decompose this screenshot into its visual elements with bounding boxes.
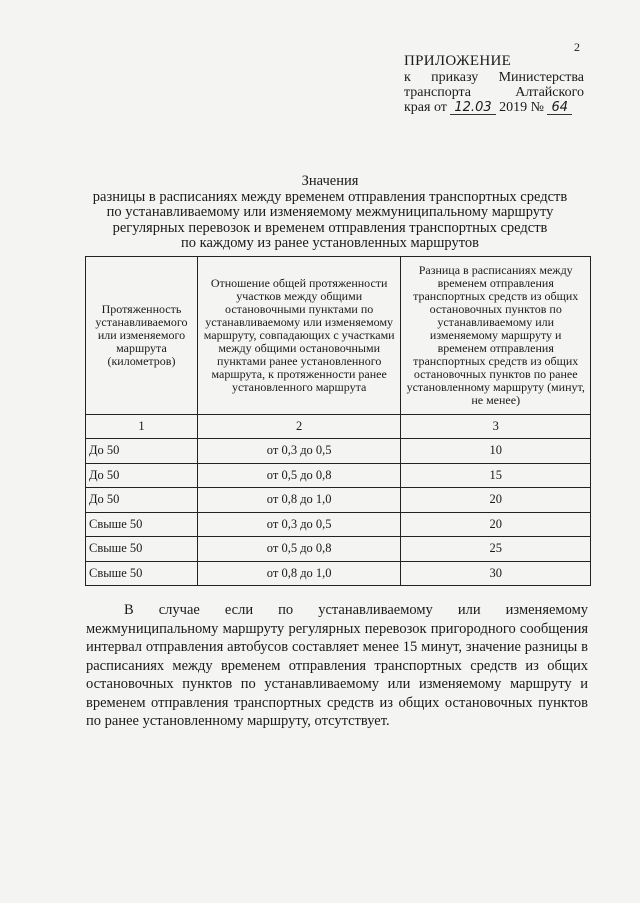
title-line: Значения: [301, 173, 359, 189]
table-row: [86, 439, 591, 464]
title-line: регулярных перевозок и временем отправления транспортных средств: [112, 219, 548, 236]
appendix-word: транспорта: [404, 85, 472, 100]
column-number: 3: [401, 415, 591, 439]
cell-route-length: Свыше 50: [86, 537, 198, 562]
cell-minutes: 15: [401, 463, 591, 488]
table-row: [86, 561, 591, 586]
cell-route-length: До 50: [86, 439, 198, 464]
cell-route-length: До 50: [86, 463, 198, 488]
table-row: [86, 512, 591, 537]
column-number: 2: [197, 415, 400, 439]
date-prefix: края от: [404, 100, 447, 115]
cell-route-length: Свыше 50: [86, 561, 198, 586]
appendix-date-line: [404, 100, 584, 115]
table-row: [86, 488, 591, 513]
appendix-block: [404, 54, 584, 115]
body-paragraph: В случае если по устанавливаемому или изменяемому межмуниципальному маршруту регулярных перевозок пригородного сообщения интервал отправления автобусов составляет менее 15 минут, значение разницы в расписаниях между временем отправления транспортных средств из общих остановочных пунктов по устанавливаемому или изменяемому маршруту и временем отправления транспортных средств из общих остановочных пунктов по ранее установленному маршруту, отсутствует.: [86, 602, 588, 729]
cell-minutes: 20: [401, 488, 591, 513]
appendix-word: Алтайского: [515, 85, 584, 100]
table-row: [86, 537, 591, 562]
table-row: [86, 463, 591, 488]
table-header-row: [86, 257, 591, 415]
appendix-word: к: [404, 70, 411, 85]
cell-minutes: 30: [401, 561, 591, 586]
title-line: по каждому из ранее установленных маршрутов: [181, 235, 479, 251]
cell-ratio: от 0,8 до 1,0: [197, 488, 400, 513]
cell-ratio: от 0,8 до 1,0: [197, 561, 400, 586]
column-number-row: [86, 415, 591, 439]
cell-route-length: До 50: [86, 488, 198, 513]
title-line: по устанавливаемому или изменяемому межмуниципальному маршруту: [106, 204, 554, 220]
cell-minutes: 20: [401, 512, 591, 537]
header-length-ratio: Отношение общей протяженности участков между общими остановочными пунктами по устанавливаемому или изменяемому маршруту, совпадающих с участками между общими остановочными пунктами ранее установленного маршрута, к протяженности ранее установленного маршрута: [197, 257, 400, 415]
page-number: 2: [574, 40, 580, 54]
handwritten-number: 64: [547, 101, 572, 115]
header-schedule-difference: Разница в расписаниях между временем отправления транспортных средств из общих остановочных пунктов по устанавливаемому или изменяемому маршруту и временем отправления транспортных средств из общих остановочных пунктов по ранее установленному маршруту (минут, не менее): [401, 257, 591, 415]
cell-ratio: от 0,5 до 0,8: [197, 537, 400, 562]
year-text: 2019 №: [499, 100, 544, 115]
appendix-line-2: [404, 85, 584, 100]
handwritten-date: 12.03: [450, 101, 495, 115]
appendix-word: приказу: [431, 70, 479, 85]
header-route-length: Протяженность устанавливаемого или изменяемого маршрута (километров): [86, 257, 198, 415]
cell-minutes: 25: [401, 537, 591, 562]
cell-route-length: Свыше 50: [86, 512, 198, 537]
cell-ratio: от 0,5 до 0,8: [197, 463, 400, 488]
title-line: разницы в расписаниях между временем отправления транспортных средств: [92, 188, 568, 205]
cell-minutes: 10: [401, 439, 591, 464]
cell-ratio: от 0,3 до 0,5: [197, 512, 400, 537]
appendix-line-1: [404, 70, 584, 85]
document-title: [70, 174, 590, 252]
cell-ratio: от 0,3 до 0,5: [197, 439, 400, 464]
column-number: 1: [86, 415, 198, 439]
values-table: [85, 256, 591, 586]
appendix-word: Министерства: [498, 70, 585, 85]
appendix-heading: ПРИЛОЖЕНИЕ: [404, 53, 512, 69]
